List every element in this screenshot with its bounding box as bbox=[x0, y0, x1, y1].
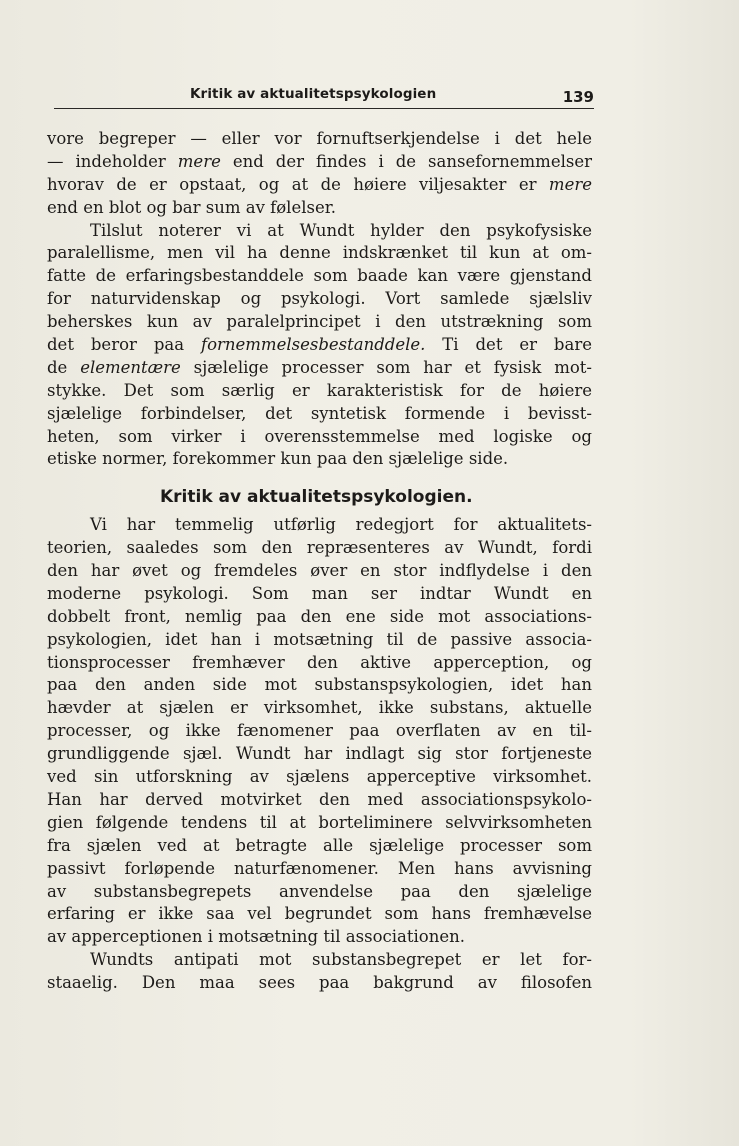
text-line: grundliggende sjæl. Wundt har indlagt sig stor fortjeneste bbox=[47, 744, 592, 764]
text-line: gien følgende tendens til at borteliminere selvvirksomheten bbox=[47, 812, 592, 832]
text-line: Vi har temmelig utførlig redegjort for aktualitets- bbox=[90, 515, 592, 535]
text-line: heten, som virker i overensstemmelse med logiske og bbox=[47, 426, 592, 446]
page-number: 139 bbox=[562, 88, 594, 106]
text-line: Tilslut noterer vi at Wundt hylder den psykofysiske bbox=[90, 220, 592, 240]
text-line: paa den anden side mot substanspsykologien, idet han bbox=[47, 675, 592, 695]
text-line: av substansbegrepets anvendelse paa den sjælelige bbox=[47, 881, 592, 901]
text-line: det beror paa fornemmelsesbestanddele. Ti det er bare bbox=[47, 335, 592, 355]
text-line: ved sin utforskning av sjælens apperceptive virksomhet. bbox=[47, 767, 592, 787]
text-line: teorien, saaledes som den repræsenteres av Wundt, fordi bbox=[47, 538, 592, 558]
text-line: staaelig. Den maa sees paa bakgrund av filosofen bbox=[47, 973, 592, 993]
text-line: fra sjælen ved at betragte alle sjælelige processer som bbox=[47, 835, 592, 855]
text-line: psykologien, idet han i motsætning til de passive associa- bbox=[47, 629, 592, 649]
text-line: dobbelt front, nemlig paa den ene side mot associations- bbox=[47, 606, 592, 626]
text-line: passivt forløpende naturfænomener. Men hans avvisning bbox=[47, 858, 592, 878]
text-line: stykke. Det som særlig er karakteristisk for de høiere bbox=[47, 380, 592, 400]
text-line: processer, og ikke fænomener paa overflaten av en til- bbox=[47, 721, 592, 741]
paragraph-3 bbox=[47, 514, 592, 949]
text-line: sjælelige forbindelser, det syntetisk formende i bevisst- bbox=[47, 403, 592, 423]
running-title: Kritik av aktualitetspsykologien bbox=[190, 86, 437, 102]
paragraph-1 bbox=[47, 128, 592, 220]
text-line: erfaring er ikke saa vel begrundet som hans fremhævelse bbox=[47, 904, 592, 924]
section-heading: Kritik av aktualitetspsykologien. bbox=[160, 487, 473, 508]
text-line: fatte de erfaringsbestanddele som baade kan være gjenstand bbox=[47, 266, 592, 286]
text-line: de elementære sjælelige processer som har et fysisk mot- bbox=[47, 357, 592, 377]
text-line: paralellisme, men vil ha denne indskrænket til kun at om- bbox=[47, 243, 592, 263]
text-line: beherskes kun av paralelprincipet i den utstrækning som bbox=[47, 312, 592, 332]
text-line: moderne psykologi. Som man ser indtar Wundt en bbox=[47, 583, 592, 603]
text-line: den har øvet og fremdeles øver en stor indflydelse i den bbox=[47, 561, 592, 581]
text-line: hævder at sjælen er virksomhet, ikke substans, aktuelle bbox=[47, 698, 592, 718]
text-line: hvorav de er opstaat, og at de høiere viljesakter er mere bbox=[47, 174, 592, 194]
body-text bbox=[47, 128, 592, 995]
text-line: Han har derved motvirket den med associationspsykolo- bbox=[47, 789, 592, 809]
text-line: vore begreper — eller vor fornuftserkjendelse i det hele bbox=[47, 129, 592, 148]
text-line: for naturvidenskap og psykologi. Vort samlede sjælsliv bbox=[47, 289, 592, 309]
paragraph-4 bbox=[47, 949, 592, 995]
text-line: av apperceptionen i motsætning til associationen. bbox=[47, 927, 465, 947]
text-line: — indeholder mere end der findes i de sansefornemmelser bbox=[47, 151, 592, 171]
text-line: end en blot og bar sum av følelser. bbox=[47, 197, 337, 217]
text-line: etiske normer, forekommer kun paa den sjælelige side. bbox=[47, 449, 509, 469]
running-head bbox=[54, 86, 594, 109]
paragraph-2 bbox=[47, 220, 592, 472]
text-line: tionsprocesser fremhæver den aktive apperception, og bbox=[47, 652, 592, 672]
text-line: Wundts antipati mot substansbegrepet er let for- bbox=[90, 950, 592, 970]
